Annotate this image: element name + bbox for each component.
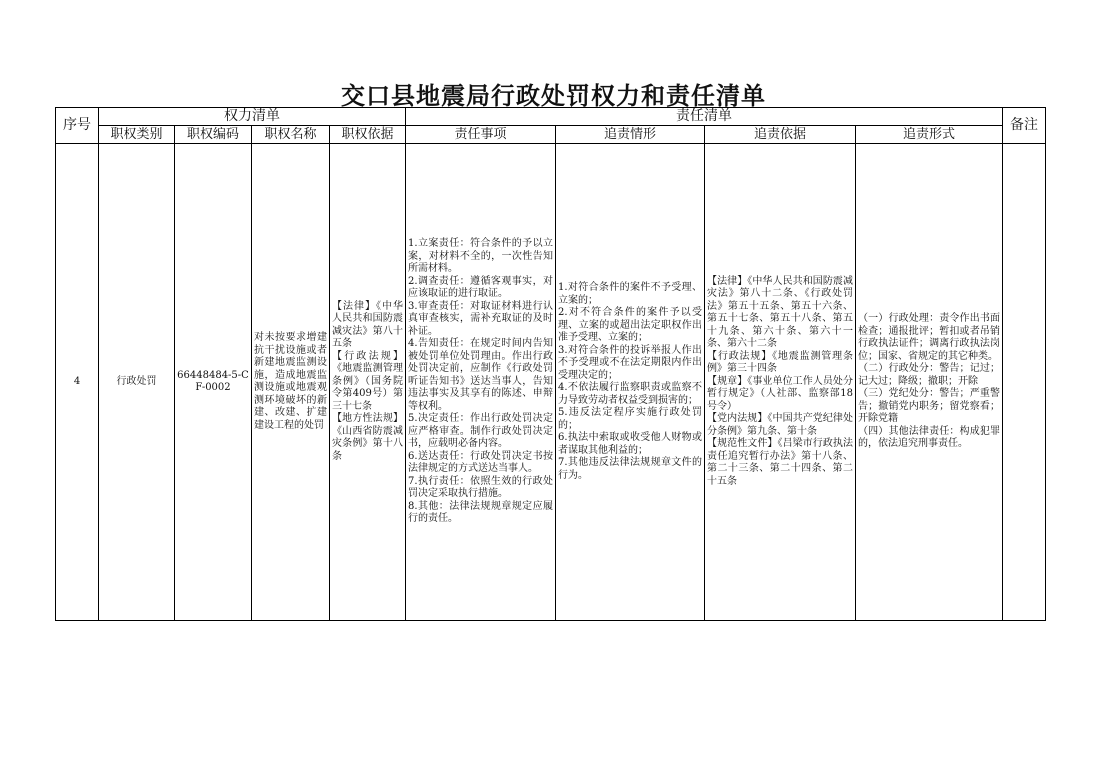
code-text: 66448484-5-CF-0002: [177, 369, 249, 393]
header-accountability-forms: 追责形式: [856, 126, 1003, 144]
cell-code: [175, 144, 252, 621]
header-power-list: 权力清单: [99, 108, 406, 126]
accountability-basis-item: 【党内法规】《中国共产党纪律处分条例》第九条、第十条: [707, 413, 853, 437]
cell-basis: [330, 144, 406, 621]
duty-item: 8.其他：法律法规规章规定应履行的责任。: [408, 500, 553, 525]
circumstance-item: 3.对符合条件的投诉举报人作出不予受理或不在法定期限内作出受理决定的；: [558, 344, 702, 381]
accountability-form-item: （三）党纪处分：警告；严重警告；撤销党内职务；留党察看；开除党籍: [858, 388, 1000, 425]
accountability-basis-item: 【规章】《事业单位工作人员处分暂行规定》（人社部、监察部18号令）: [707, 375, 853, 412]
header-name: 职权名称: [252, 126, 330, 144]
header-code: 职权编码: [175, 126, 252, 144]
accountability-form-item: （一）行政处理：责令作出书面检查；通报批评；暂扣或者吊销行政执法证件；调离行政执法岗位；国家、省规定的其它种类。: [858, 313, 1000, 362]
duty-item: 7.执行责任：依照生效的行政处罚决定采取执行措施。: [408, 475, 553, 500]
accountability-basis-item: 【行政法规】《地震监测管理条例》第三十四条: [707, 350, 853, 375]
header-duties: 责任事项: [406, 126, 556, 144]
duty-item: 3.审查责任：对取证材料进行认真审查核实，需补充取证的及时补证。: [408, 300, 553, 337]
circumstance-item: 6.执法中索取或收受他人财物或者谋取其他利益的；: [558, 432, 702, 456]
circumstance-item: 5.违反法定程序实施行政处罚的；: [558, 407, 702, 431]
accountability-form-item: （二）行政处分：警告；记过；记大过；降级；撤职；开除: [858, 363, 1000, 387]
name-text: 对未按要求增建抗干扰设施或者新建地震监测设施，造成地震监测设施或地震观测环境破坏的新建、改建、扩建建设工程的处罚: [254, 332, 327, 431]
basis-item: 【行政法规】《地震监测管理条例》（国务院令第409号）第三十七条: [332, 350, 403, 412]
accountability-basis-item: 【法律】《中华人民共和国防震减灾法》第八十二条、《行政处罚法》第五十五条、第五十六条、第五十七条、第五十八条、第五十九条、第六十条、第六十一条、第六十二条: [707, 275, 853, 350]
header-category: 职权类别: [99, 126, 175, 144]
header-responsibility-list: 责任清单: [406, 108, 1003, 126]
cell-category: 行政处罚: [99, 144, 175, 621]
circumstance-item: 7.其他违反法律法规规章文件的行为。: [558, 457, 702, 481]
accountability-basis-item: 【规范性文件】《吕梁市行政执法责任追究暂行办法》第十八条、第二十三条、第二十四条、第二十五条: [707, 438, 853, 487]
cell-circumstances: [556, 144, 705, 621]
duty-item: 5.决定责任：作出行政处罚决定应严格审查。制作行政处罚决定书，应载明必备内容。: [408, 413, 553, 450]
header-remark: 备注: [1003, 108, 1046, 144]
header-circumstances: 追责情形: [556, 126, 705, 144]
cell-accountability-basis: [705, 144, 856, 621]
circumstance-item: 2.对不符合条件的案件予以受理、立案的或超出法定职权作出准予受理、立案的；: [558, 307, 702, 343]
header-accountability-basis: 追责依据: [705, 126, 856, 144]
cell-remark: [1003, 144, 1046, 621]
basis-item: 【法律】《中华人民共和国防震减灾法》第八十五条: [332, 300, 403, 350]
power-responsibility-table: [55, 107, 1046, 621]
cell-duties: [406, 144, 556, 621]
circumstance-item: 4.不依法履行监察职责或监察不力导致劳动者权益受到损害的；: [558, 382, 702, 406]
page-title: 交口县地震局行政处罚权力和责任清单: [341, 81, 766, 110]
cell-accountability-forms: [856, 144, 1003, 621]
duty-item: 6.送达责任：行政处罚决定书按法律规定的方式送达当事人。: [408, 450, 553, 475]
header-basis: 职权依据: [330, 126, 406, 144]
cell-seq: 4: [56, 144, 99, 621]
circumstance-item: 1.对符合条件的案件不予受理、立案的；: [558, 282, 702, 306]
duty-item: 2.调查责任：遵循客观事实，对应该取证的进行取证。: [408, 275, 553, 300]
duty-item: 1.立案责任：符合条件的予以立案，对材料不全的，一次性告知所需材料。: [408, 238, 553, 275]
cell-name: [252, 144, 330, 621]
header-seq: 序号: [56, 108, 99, 144]
basis-item: 【地方性法规】《山西省防震减灾条例》第十八条: [332, 413, 403, 462]
duty-item: 4.告知责任：在规定时间内告知被处罚单位处罚理由。作出行政处罚决定前，应制作《行政处罚听证告知书》送达当事人，告知违法事实及其享有的陈述、申辩等权利。: [408, 338, 553, 412]
table-row: [56, 144, 1046, 621]
accountability-form-item: （四）其他法律责任：构成犯罪的，依法追究刑事责任。: [858, 425, 1000, 450]
